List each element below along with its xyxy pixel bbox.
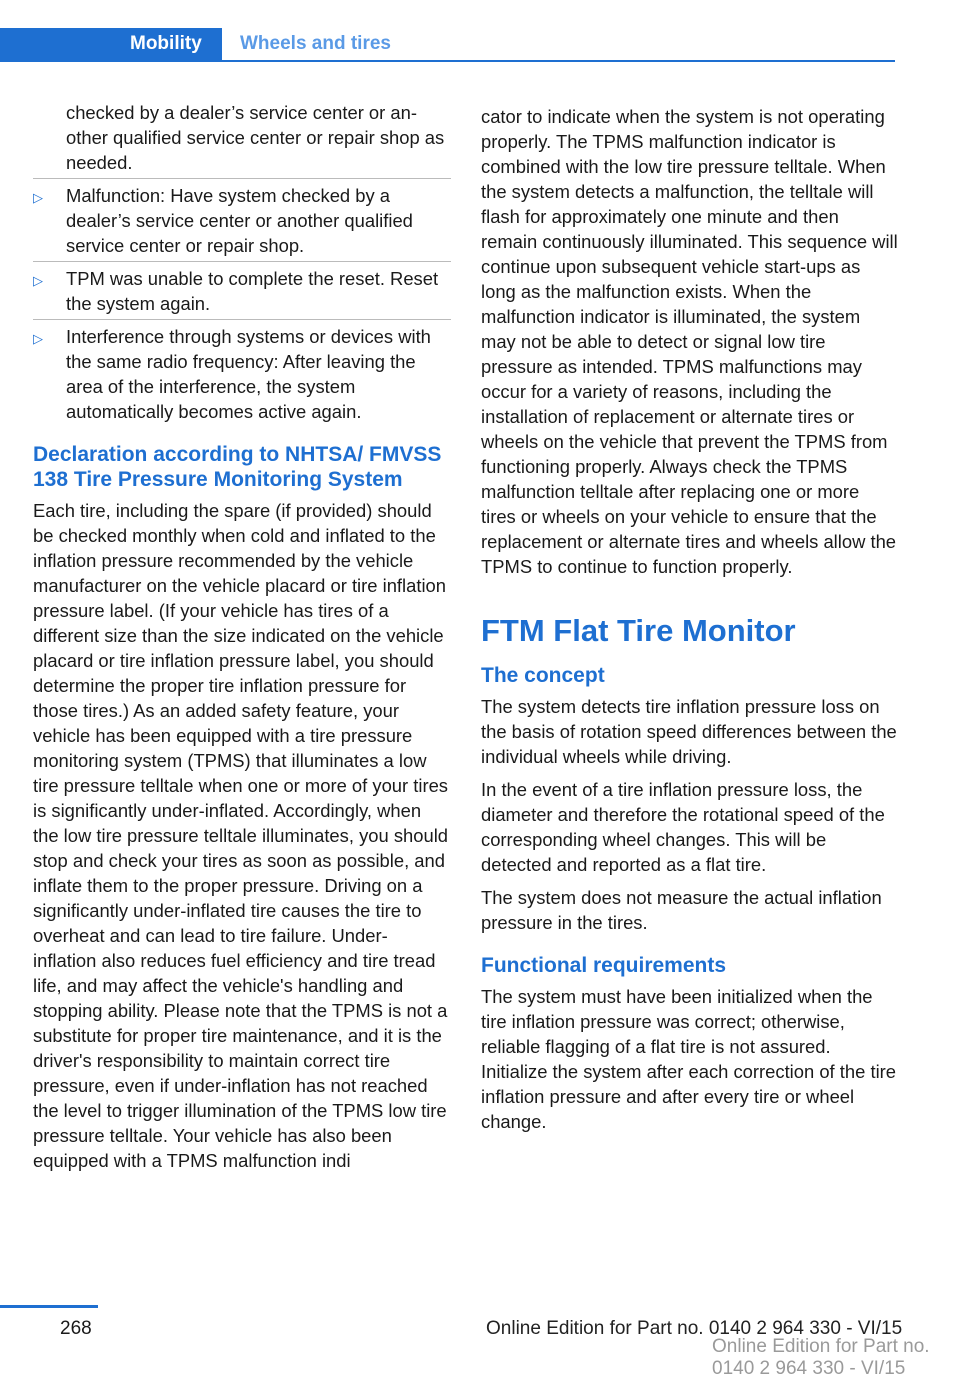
concept-paragraph-1: The system detects tire inflation pressure loss on the basis of rotation speed differences between the individual wheels while driving. — [481, 696, 897, 767]
header-rule — [0, 60, 895, 62]
page-header — [0, 0, 960, 64]
concept-paragraph-3: The system does not measure the actual inflation pressure in the tires. — [481, 887, 882, 933]
edition-label: Online Edition for Part no. 0140 2 964 330 - VI/15 — [486, 1318, 903, 1339]
subsection-tab: Wheels and tires — [240, 33, 391, 54]
page-number: 268 — [60, 1318, 92, 1339]
list-item — [33, 266, 451, 316]
triangle-bullet-icon: ▷ — [33, 190, 43, 205]
list-item — [33, 183, 451, 258]
right-column — [481, 104, 899, 1142]
list-item-text: Interference through systems or devices with the same radio frequency: After leaving the area of the interference, the system automatically becomes active again. — [66, 326, 431, 422]
requirements-paragraph: The system must have been initialized when the tire inflation pressure was correct; otherwise, reliable flagging of a flat tire is not assured. Initialize the system after each correction of the tire inflation pressure and after every tire or wheel change. — [481, 986, 897, 1132]
watermark: Online Edition for Part no. 0140 2 964 330 - VI/15 — [712, 1336, 930, 1379]
list-item-text: TPM was unable to complete the reset. Reset the system again. — [66, 268, 439, 314]
ftm-heading: FTM Flat Tire Monitor — [481, 613, 796, 648]
declaration-heading: Declaration according to NHTSA/ FMVSS 138 Tire Pressure Monitoring System — [33, 443, 442, 491]
list-item-text: Malfunction: Have system checked by a dealer’s service center or another qualified service center or repair shop. — [66, 185, 413, 256]
intro-continued: checked by a dealer’s service center or another qualified service center or repair shop as needed. — [66, 102, 445, 173]
list-divider — [33, 261, 451, 262]
list-divider — [33, 178, 451, 179]
triangle-bullet-icon: ▷ — [33, 331, 43, 346]
left-column — [33, 100, 451, 1181]
requirements-heading: Functional requirements — [481, 954, 727, 977]
declaration-continued: cator to indicate when the system is not operating properly. The TPMS malfunction indicator is combined with the low tire pressure telltale. When the system detects a malfunction, the telltale will flash for approximately one minute and then remain continuously illuminated. This sequence will continue upon subsequent vehicle start-ups as long as the malfunction exists. When the malfunction indicator is illuminated, the system may not be able to detect or signal low tire pressure as intended. TPMS malfunctions may occur for a variety of reasons, including the installation of replacement or alternate tires or wheels on the vehicle that prevent the TPMS from functioning properly. Always check the TPMS malfunction telltale after replacing one or more tires or wheels on your vehicle to ensure that the replacement or alternate tires and wheels allow the TPMS to continue to function properly. — [481, 106, 898, 577]
bullet-list — [33, 183, 451, 424]
concept-heading: The concept — [481, 664, 605, 687]
footer-rule — [0, 1305, 98, 1308]
list-divider — [33, 319, 451, 320]
list-item — [33, 324, 451, 424]
concept-paragraph-2: In the event of a tire inflation pressure loss, the diameter and therefore the rotational speed of the corresponding wheel changes. This will be detected and reported as a flat tire. — [481, 779, 885, 875]
triangle-bullet-icon: ▷ — [33, 273, 43, 288]
declaration-body: Each tire, including the spare (if provided) should be checked monthly when cold and inflated to the inflation pressure recommended by the vehicle manufacturer on the vehicle placard or tire inflation pressure label. (If your vehicle has tires of a different size than the size indicated on the vehicle placard or tire inflation pressure label, you should determine the proper tire inflation pressure for those tires.) As an added safety feature, your vehicle has been equipped with a tire pressure monitoring system (TPMS) that illuminates a low tire pressure telltale when one or more of your tires is significantly under-inflated. Accordingly, when the low tire pressure telltale illuminates, you should stop and check your tires as soon as possible, and inflate them to the proper pressure. Driving on a significantly under-inflated tire causes the tire to overheat and can lead to tire failure. Under-inflation also reduces fuel efficiency and tire tread life, and may affect the vehicle's handling and stopping ability. Please note that the TPMS is not a substitute for proper tire maintenance, and it is the driver's responsibility to maintain correct tire pressure, even if under-inflation has not reached the level to trigger illumination of the TPMS low tire pressure telltale. Your vehicle has also been equipped with a TPMS malfunction indi — [33, 500, 449, 1171]
section-tab: Mobility — [0, 28, 222, 61]
